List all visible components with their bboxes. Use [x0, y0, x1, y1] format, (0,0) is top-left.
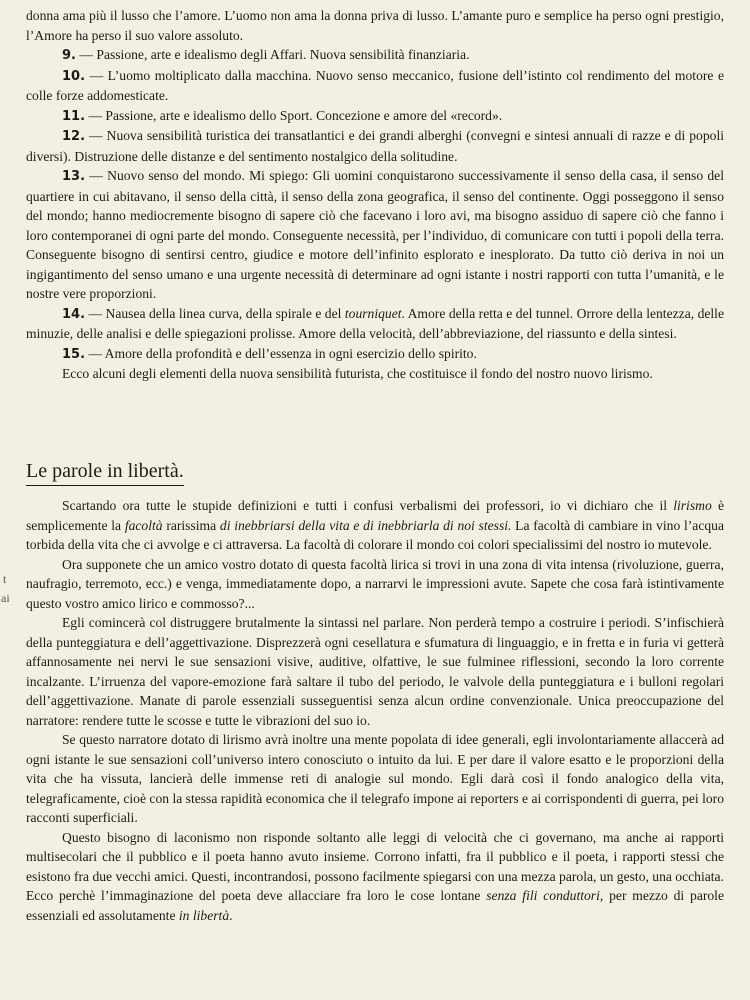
- paragraph: Scartando ora tutte le stupide definizioni e tutti i confusi verbalismi dei professori, io vi dichiaro che il lirismo è semplicemente la facoltà rarissima di inebbriarsi della vita e di inebbriarla di noi stessi. La facoltà di cambiare in vino l’acqua torbida della vita che ci avvolge e ci attraversa. La facoltà di colorare il mondo coi colori specialissimi del nostro io mutevole.: [26, 498, 724, 552]
- margin-mark: t: [3, 572, 7, 586]
- margin-mark: ai: [1, 591, 10, 605]
- list-item: 14. — Nausea della linea curva, della spirale e del tourniquet. Amore della retta e del tunnel. Orrore della lentezza, delle minuzie, delle analisi e delle spiegazioni prolisse. Amore della velocità, dell’abbreviazione, del riassunto e della sintesi.: [26, 305, 724, 341]
- paragraph: Se questo narratore dotato di lirismo avrà inoltre una mente popolata di idee generali, egli involontariamente allaccerà ad ogni istante le sue sensazioni coll’universo intero conosciuto o intuito da lui. E per dare il valore esatto e le proporzioni della vita che ha vissuta, lancierà delle immense reti di analogie sul mondo. Egli darà così il fondo analogico della vita, telegraficamente, cioè con la stessa rapidità economica che il telegrafo impone ai reporters e ai corrispondenti di guerra, pei loro racconti superficiali.: [26, 732, 724, 825]
- list-item: 9. — Passione, arte e idealismo degli Affari. Nuova sensibilità finanziaria.: [62, 47, 470, 63]
- numbered-list-section: [26, 6, 724, 384]
- section-heading: Le parole in libertà.: [26, 458, 724, 486]
- list-item: 13. — Nuovo senso del mondo. Mi spiego: Gli uomini conquistarono successivamente il senso della casa, il senso del quartiere in cui abitavano, il senso della città, il senso della zona geografica, il senso del continente. Oggi posseggono il senso del mondo; hanno mediocremente bisogno di sapere ciò che facevano i loro avi, ma bisogno assiduo di sapere ciò che fanno i loro contemporanei di ogni parte del mondo. Conseguente necessità, per l’individuo, di comunicare con tutti i popoli della terra. Conseguente bisogno di sentirsi centro, giudice e motore dell’infinito esplorato e inesplorato. Da tutto ciò deriva in noi un ingigantimento del senso umano e una urgente necessità di determinare ad ogni istante i nostri rapporti con tutta l’umanità, e le nostre vere proporzioni.: [26, 168, 724, 301]
- closing-paragraph: Ecco alcuni degli elementi della nuova sensibilità futurista, che costituisce il fondo del nostro nuovo lirismo.: [62, 366, 653, 381]
- paragraph: Questo bisogno di laconismo non risponde soltanto alle leggi di velocità che ci governano, ma anche ai rapporti multisecolari che il pubblico e il poeta hanno avuto insieme. Corrono infatti, fra il pubblico e il poeta, i rapporti stessi che esistono fra due vecchi amici. Questi, incontrandosi, possono facilmente spiegarsi con una mezza parola, un gesto, una occhiata. Ecco perchè l’immaginazione del poeta deve allacciare fra loro le cose lontane senza fili conduttori, per mezzo di parole essenziali ed assolutamente in libertà.: [26, 829, 724, 923]
- top-paragraph: donna ama più il lusso che l’amore. L’uomo non ama la donna priva di lusso. L’amante puro e semplice ha perso ogni prestigio, l’Amore ha perso il suo valore assoluto.: [26, 8, 724, 43]
- section-heading-wrap: [26, 458, 724, 486]
- list-item: 10. — L’uomo moltiplicato dalla macchina. Nuovo senso meccanico, fusione dell’istinto col rendimento del motore e colle forze addomesticate.: [26, 67, 724, 103]
- list-item: 11. — Passione, arte e idealismo dello Sport. Concezione e amore del «record».: [62, 107, 503, 124]
- list-item: 15. — Amore della profondità e dell’essenza in ogni esercizio dello spirito.: [62, 345, 477, 362]
- body-section: [26, 496, 724, 925]
- list-item: 12. — Nuova sensibilità turistica dei transatlantici e dei grandi alberghi (convegni e sintesi annuali di razze e di popoli diversi). Distruzione delle distanze e del sentimento nostalgico della solitudine.: [26, 128, 725, 164]
- paragraph: Egli comincerà col distruggere brutalmente la sintassi nel parlare. Non perderà tempo a costruire i periodi. S’infischierà della punteggiatura e dell’aggettivazione. Disprezzerà ogni cesellatura e sfumatura di linguaggio, e in fretta e in furia vi getterà affannosamente nei nervi le sue sensazioni visive, auditive, olfattive, le sue fulminee riflessioni, secondo la loro corrente incalzante. L’irruenza del vapore-emozione farà saltare il tubo del periodo, le valvole della punteggiatura e i bulloni regolari dell’aggettivazione. Manate di parole essenziali susseguentisi senza alcun ordine convenzionale. Unica preoccupazione del narratore: rendere tutte le scosse e tutte le vibrazioni del suo io.: [26, 615, 724, 728]
- paragraph: Ora supponete che un amico vostro dotato di questa facoltà lirica si trovi in una zona di vita intensa (rivoluzione, guerra, naufragio, terremoto, ecc.) e venga, immediatamente dopo, a narrarvi le impressioni avute. Sapete che cosa farà istintivamente questo vostro amico lirico e commosso?...: [26, 556, 724, 611]
